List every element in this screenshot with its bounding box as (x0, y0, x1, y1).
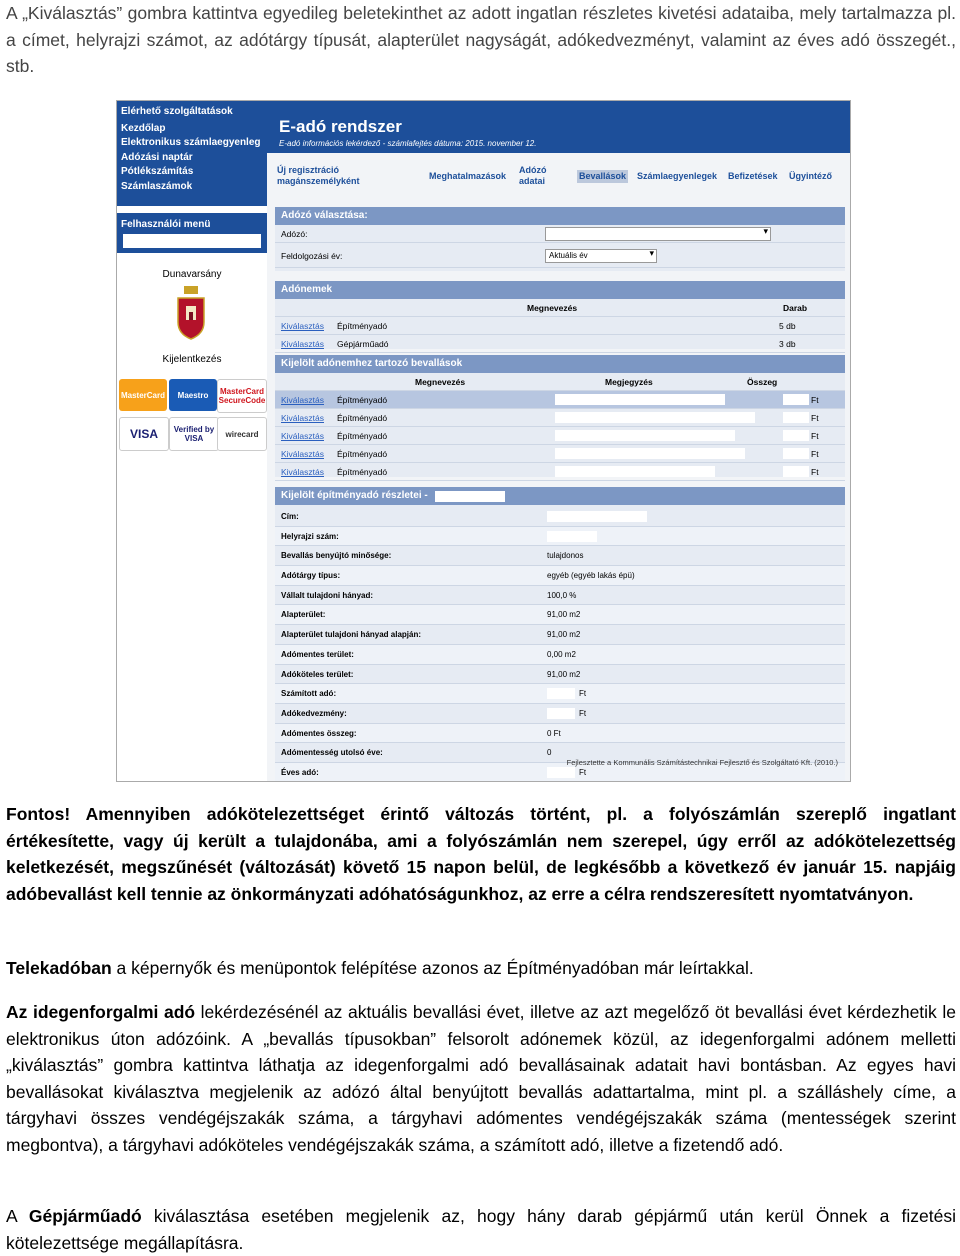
returns-title: Kijelölt adónemhez tartozó bevallások (275, 355, 845, 373)
nav-new-registration[interactable]: Új regisztráció magánszemélyként (277, 165, 360, 186)
intro-paragraph (6, 0, 956, 80)
detail-value: 0 Ft (547, 728, 561, 738)
table-row (275, 335, 845, 353)
taxpayer-select[interactable] (545, 227, 771, 241)
city-name: Dunavarsány (162, 269, 222, 280)
mastercard-icon: MasterCard (119, 379, 167, 411)
currency: Ft (811, 395, 819, 405)
important-text: Fontos! Amennyiben adókötelezettséget érintő változás történt, pl. a folyószámlán szereplő ingatlant értékesítette, vagy új került a tulajdonába, ami a folyószámlán nem szerepel, úgy erről az adókötelezettség keletkezését, megszűnését (változását) követő 15 napon belül, de legkésőbb a következő év január 15. napjáig adóbevallást kell tennie az önkormányzati adóhatóságunkhoz, az erre a célra rendszeresített nyomtatványon. (6, 804, 956, 904)
e-ado-screenshot (116, 100, 851, 782)
redacted-field (555, 394, 725, 405)
redacted-field (547, 708, 575, 719)
important-paragraph (6, 801, 956, 907)
redacted-field (555, 430, 735, 441)
detail-value: egyéb (egyéb lakás épü) (547, 571, 635, 581)
nav-authorizations[interactable]: Meghatalmazások (429, 171, 507, 181)
table-row (275, 445, 845, 463)
app-logo: E-adó rendszer (279, 117, 402, 136)
footer-credit: Fejlesztette a Kommunális Számítástechnikai Fejlesztő és Szolgáltató Kft. (2010.) (566, 758, 838, 767)
details-section (275, 487, 845, 507)
nav-customer-service[interactable]: Ügyintéző (789, 171, 833, 181)
sidebar-item-calendar[interactable]: Adózási naptár (121, 151, 193, 163)
select-link[interactable]: Kiválasztás (281, 467, 324, 477)
detail-value: 0 (547, 748, 552, 758)
user-menu-box (123, 234, 261, 248)
services-menu (117, 101, 267, 206)
land-tax-text: a képernyők és menüpontok felépítése azonos az Építményadóban már leírtakkal. (111, 958, 754, 978)
redacted-field (783, 448, 809, 459)
sidebar-item-accounts[interactable]: Számlaszámok (121, 180, 193, 192)
tourism-tax-text: lekérdezésénél az aktuális bevallási évet, illetve az azt megelőző öt bevallási évet kérdezhetik le elektronikus úton adózóink. A „bevallás típusokban” felsorolt adónemek közül, az idegenforgalmi adónem melletti „kiválasztás” gombra kattintva láthatja az idegenforgalmi adó bevallásainak adatait havi bontásban. Az egyes havi bevallásokat kiválasztva megjelenik az adózó által benyújtott bevallás adattartalma, mint pl. a szálláshely címe, a tárgyhavi összes vendégéjszakák száma, a tárgyhavi adómentes vendégéjszakák száma (mentességek szerint megbontva), a tárgyhavi adóköteles vendégéjszakák száma, a számított adó, illetve a fizetendő adó. (6, 1002, 956, 1155)
sidebar-item-home[interactable]: Kezdőlap (121, 122, 166, 134)
detail-value: Ft (579, 708, 587, 718)
detail-row (275, 605, 845, 625)
redacted-field (555, 466, 715, 477)
col-count: Darab (783, 303, 808, 313)
col-name: Megnevezés (527, 303, 578, 313)
currency: Ft (811, 467, 819, 477)
detail-value: 91,00 m2 (547, 610, 581, 620)
coat-of-arms-icon (175, 284, 207, 340)
detail-row (275, 527, 845, 547)
vehicle-tax-text: kiválasztása esetében megjelenik az, hogy hány darab gépjármű után kerül Önnek a fizetési kötelezettsége megállapításra. (6, 1206, 956, 1253)
select-link[interactable]: Kiválasztás (281, 395, 324, 405)
intro-text: A „Kiválasztás” gombra kattintva egyedileg beletekinthet az adott ingatlan részletes kivetési adataiba, mely tartalmazza pl. a címet, helyrajzi számot, az adótárgy típusát, alapterület nagyságát, adókedvezményt, valamint az éves adó összegét., stb. (6, 3, 956, 76)
tax-count: 3 db (779, 339, 796, 349)
tax-types-section (275, 281, 845, 349)
redacted-field (555, 412, 755, 423)
detail-label: Adómentesség utolsó éve: (281, 748, 383, 758)
nav-returns[interactable]: Bevallások (579, 171, 627, 181)
detail-value: 0,00 m2 (547, 649, 576, 659)
vehicle-tax-bold: Gépjárműadó (28, 1206, 142, 1226)
app-header (267, 101, 850, 153)
vehicle-tax-paragraph (6, 1203, 956, 1256)
table-row (275, 391, 845, 409)
redacted-field (555, 448, 745, 459)
redacted-field (547, 531, 597, 542)
main-panel (267, 101, 850, 781)
sidebar (117, 101, 267, 781)
detail-label: Adókedvezmény: (281, 708, 347, 718)
taxpayer-row (275, 225, 845, 243)
select-link[interactable]: Kiválasztás (281, 339, 324, 349)
currency: Ft (811, 449, 819, 459)
redacted-field (547, 688, 575, 699)
tax-count: 5 db (779, 321, 796, 331)
redacted-field (783, 394, 809, 405)
land-tax-paragraph (6, 955, 956, 982)
tax-types-title: Adónemek (275, 281, 845, 299)
return-name: Építményadó (337, 449, 388, 459)
year-row (275, 243, 845, 268)
detail-label: Alapterület: (281, 610, 326, 620)
taxpayer-label: Adózó: (281, 229, 308, 239)
main-nav (267, 161, 850, 191)
table-row (275, 463, 845, 481)
detail-label: Vállalt tulajdoni hányad: (281, 590, 374, 600)
wirecard-icon: wirecard (217, 417, 267, 451)
detail-value: 91,00 m2 (547, 630, 581, 640)
redacted-field (783, 412, 809, 423)
maestro-icon: Maestro (169, 379, 217, 411)
detail-value: tulajdonos (547, 551, 584, 561)
detail-row (275, 586, 845, 606)
vehicle-tax-pre: A (6, 1206, 29, 1226)
year-select-value: Aktuális év (549, 251, 588, 260)
payment-cards (117, 377, 267, 452)
returns-header (275, 373, 845, 391)
nav-taxpayer-data[interactable]: Adózó adatai (519, 165, 547, 186)
tax-types-header (275, 299, 845, 317)
detail-label: Alapterület tulajdoni hányad alapján: (281, 630, 422, 640)
return-name: Építményadó (337, 395, 388, 405)
land-tax-bold: Telekadóban (6, 958, 112, 978)
currency: Ft (811, 431, 819, 441)
redacted-field (547, 767, 575, 778)
select-link[interactable]: Kiválasztás (281, 431, 324, 441)
col-note: Megjegyzés (605, 377, 653, 387)
verified-by-visa-icon: Verified by VISA (169, 417, 219, 451)
detail-label: Cím: (281, 512, 299, 521)
chevron-down-icon: ▾ (763, 226, 768, 236)
detail-row (275, 684, 845, 704)
detail-row (275, 645, 845, 665)
redacted-field (435, 491, 505, 502)
tourism-tax-bold: Az idegenforgalmi adó (6, 1002, 196, 1022)
tourism-tax-paragraph (6, 999, 956, 1158)
table-row (275, 409, 845, 427)
detail-label: Éves adó: (281, 767, 319, 777)
detail-row (275, 546, 845, 566)
tax-name: Gépjárműadó (337, 339, 389, 349)
detail-value: 91,00 m2 (547, 669, 581, 679)
table-row (275, 317, 845, 335)
detail-row (275, 625, 845, 645)
return-name: Építményadó (337, 467, 388, 477)
chevron-down-icon: ▾ (649, 248, 654, 258)
detail-value: Ft (579, 689, 587, 699)
detail-row (275, 724, 845, 744)
year-label: Feldolgozási év: (281, 251, 343, 261)
select-link[interactable]: Kiválasztás (281, 449, 324, 459)
detail-label: Számított adó: (281, 689, 337, 699)
redacted-field (783, 430, 809, 441)
detail-row (275, 665, 845, 685)
logout-link[interactable]: Kijelentkezés (162, 354, 222, 365)
return-name: Építményadó (337, 431, 388, 441)
sidebar-item-account[interactable]: Elektronikus számlaegyenleg (121, 137, 261, 148)
detail-value: Ft (579, 767, 587, 777)
table-row (275, 427, 845, 445)
nav-payments[interactable]: Befizetések (728, 171, 778, 181)
detail-label: Adóköteles terület: (281, 669, 354, 679)
nav-account-statements[interactable]: Számlaegyenlegek (637, 171, 718, 181)
tax-name: Építményadó (337, 321, 388, 331)
return-name: Építményadó (337, 413, 388, 423)
user-menu-title: Felhasználói menü (121, 219, 211, 230)
visa-icon: VISA (119, 417, 169, 451)
redacted-field (547, 511, 647, 522)
detail-label: Adómentes összeg: (281, 728, 357, 738)
details-list (275, 507, 845, 782)
select-link[interactable]: Kiválasztás (281, 413, 324, 423)
detail-label: Adótárgy típus: (281, 571, 341, 581)
app-subtitle: E-adó információs lekérdező - számlafejtés dátuma: 2015. november 12. (279, 139, 537, 148)
detail-label: Bevallás benyújtó minősége: (281, 551, 392, 561)
col-sum: Összeg (747, 377, 778, 387)
redacted-field (783, 466, 809, 477)
select-link[interactable]: Kiválasztás (281, 321, 324, 331)
year-select[interactable] (545, 249, 657, 263)
detail-label: Helyrajzi szám: (281, 531, 339, 541)
col-name: Megnevezés (415, 377, 466, 387)
detail-row (275, 566, 845, 586)
detail-row (275, 704, 845, 724)
taxpayer-selection-title: Adózó választása: (275, 207, 845, 225)
detail-value: 100,0 % (547, 590, 577, 600)
details-title: Kijelölt építményadó részletei - (275, 487, 845, 505)
returns-section (275, 355, 845, 477)
securecode-icon: MasterCard SecureCode (217, 379, 267, 413)
services-title: Elérhető szolgáltatások (121, 106, 233, 117)
taxpayer-selection (275, 207, 845, 271)
sidebar-item-surcharge[interactable]: Pótlékszámítás (121, 166, 194, 177)
detail-label: Adómentes terület: (281, 649, 354, 659)
detail-row (275, 507, 845, 527)
currency: Ft (811, 413, 819, 423)
